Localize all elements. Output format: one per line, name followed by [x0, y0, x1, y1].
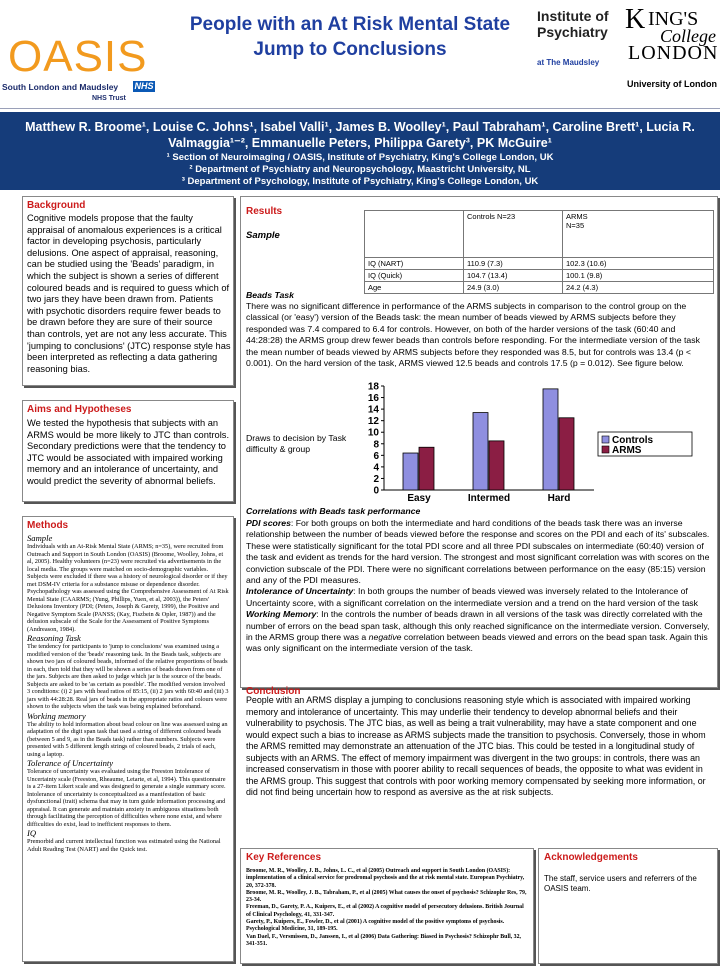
table-header-cell: Controls N=23 [464, 211, 563, 258]
methods-sample-heading: Sample [27, 533, 53, 543]
y-tick-label: 6 [373, 450, 379, 462]
pdi-heading: PDI scores [246, 518, 291, 528]
reference-item: Freeman, D., Garety, P. A., Kuipers, E., et al (2002) A cognitive model of persecutory delusions. British Journal of Clinical Psychology, 41, 331-347. [246, 904, 524, 918]
wm-negative: negative [368, 632, 402, 643]
methods-wm-heading: Working memory [27, 710, 86, 721]
bar [489, 441, 504, 490]
methods-sample-text: Individuals with an At-Risk Mental State (ARMS; n=35), were recruited from Outreach and Support in South London (OASIS) (Broome, Woolley, Johns, et al, 2005). Healthy volunteers (n=23) were recruited via advertisements in the local media. The groups were matched on socio-demographic variables. Subjects were excluded if there was a history of neurological disorder or if they met DSM-IV criteria for a substance misuse or dependence disorder. [27, 543, 228, 588]
table-cell: IQ (Quick) [365, 270, 464, 282]
references-list [246, 868, 528, 948]
y-tick-label: 18 [367, 381, 379, 393]
acknowledgements-text: The staff, service users and referrers of the OASIS team. [544, 874, 697, 893]
methods-text [27, 533, 229, 853]
author-line-1: Matthew R. Broome¹, Louise C. Johns¹, Isabel Valli¹, James B. Woolley¹, Paul Tabraham¹, Caroline Brett¹, Lucia R. [25, 120, 695, 134]
reference-item: Van Dael, F., Versmissen, D., Janssen, I., et al (2006) Data Gathering: Biased in Psychosis? Schizophr Bull, 32, 341-351. [246, 933, 522, 947]
aims-title: Aims and Hypotheses [27, 404, 132, 415]
methods-reasoning-heading: Reasoning Task [27, 633, 81, 643]
iop-line-1: Institute of [537, 8, 609, 24]
x-tick-label: Hard [547, 493, 571, 504]
table-cell: IQ (NART) [365, 258, 464, 270]
tu-text: : In both groups the number of beads viewed was inversely related to the Intolerance of Uncertainty score, with a significant correlation on the intermediate version and a trend on the hard version of the task [246, 586, 698, 608]
table-cell: 100.1 (9.8) [563, 270, 714, 282]
y-tick-label: 4 [373, 462, 379, 474]
methods-iq-heading: IQ [27, 828, 37, 838]
y-tick-label: 2 [373, 473, 379, 485]
kcl-logo-k: K [625, 4, 646, 35]
poster-title [150, 12, 550, 62]
reference-item: Broome, M. R., Woolley, J. B., Tabraham, P., et al (2005) What causes the onset of psychosis? Schizophr Res, 79, 23-34. [246, 889, 527, 904]
wm-text-1: : In the controls the number of beads drawn in all versions of the task was directly correlated with the number of errors on the bead span task, although this only reached significance on the intermediate version. Conversely, in the ARMS group there was a [246, 609, 710, 643]
table-cell: 110.9 (7.3) [464, 258, 563, 270]
bar [403, 453, 418, 490]
title-line-1: People with an At Risk Mental State [189, 14, 511, 35]
tu-heading: Intolerance of Uncertainty [246, 586, 354, 597]
chart-side-label: Draws to decision by Task difficulty & group [246, 433, 347, 455]
methods-iq-text: Premorbid and current intellectual function was estimated using the National Adult Reading Test (NART) and the Quick test. [27, 838, 221, 853]
reference-item: Garety, P., Kuipers, E., Fowler, D., et al (2001) A cognitive model of the positive symptoms of psychosis. Psychological Medicine, 31, 189-195. [246, 919, 505, 933]
legend-swatch [602, 446, 609, 453]
author-line-2: Valmaggia¹⁻², Emmanuelle Peters, Philippa Garety³, PK McGuire¹ [168, 136, 552, 150]
methods-tu-text: Tolerance of uncertainty was evaluated using the Freeston Intolerance of Uncertainty scale (Freeston, Rheaume, Letarte, et al, 1994). This questionnaire is a 27-item Likert scale and was designed to generate a single summary score. Intolerance of uncertainty is conceptualized as a manifestation of basic dysfunctional (trait) schema that may in turn guide information processing and appraisal. It can generate and maintain anxiety in ambiguous situations both through facilitating the perception of difficulties where none exist, and where difficulties do exist, lead to inefficient responses to them. [27, 768, 226, 828]
table-cell: Age [365, 282, 464, 294]
methods-title: Methods [27, 520, 69, 531]
methods-tu-heading: Tolerance of Uncertainty [27, 758, 114, 768]
x-tick-label: Easy [407, 493, 431, 504]
y-tick-label: 16 [367, 393, 379, 405]
table-cell: 24.9 (3.0) [464, 282, 563, 294]
oasis-logo: OASIS [8, 32, 148, 81]
bar [473, 413, 488, 490]
wm-text-2: correlation between beads viewed and errors on the bead span task. Again this was only significant on the intermediate version of the task. [246, 632, 708, 654]
affiliation-2: ² Department of Psychiatry and Neuropsychology, Maastricht University, NL [189, 164, 531, 175]
author-list [4, 119, 716, 151]
y-tick-label: 0 [373, 485, 379, 497]
nhs-trust-name: South London and Maudsley [2, 82, 119, 92]
wm-heading: Working Memory [246, 609, 317, 620]
table-header-row [365, 211, 714, 258]
methods-reasoning-text: The tendency for participants to 'jump to conclusions' was examined using a modified version of the 'beads' reasoning task. In the Beads task, subjects are shown two jars of coloured beads, informed of the relative proportions of beads in each, then told that they will be shown a series of beads drawn from one of the jars. Subjects are then asked to judge which jar is the source of the beads. Subjects are asked to be 'as certain as possible'. The modified version involved 3 conditions: (i) 2 jars with bead ratios of 85:15, (ii) 2 jars with 60:40 and (iii) 3 jars with 44:28:28. Real jars of beads in the appropriate ratios and colours were shown to the subjects when the task was being explained beforehand. [27, 643, 229, 710]
table-row [365, 282, 714, 294]
nhs-logo: NHS [134, 81, 154, 91]
aims-text: We tested the hypothesis that subjects with an ARMS would be more likely to JTC than controls. Secondary predictions were that the tendency to JTC would be associated with impaired working memory and an intolerance of uncertainty, and would predict the severity of abnormal beliefs. [27, 418, 230, 486]
demographics-table [364, 210, 714, 294]
table-cell: 24.2 (4.3) [563, 282, 714, 294]
methods-wm-text: The ability to hold information about bead colour on line was assessed using an adaptation of the digit span task that used a string of different coloured beads (between 5 and 9, as in the Beads task) rather than numbers. Subjects were presented with 5 different length strings of coloured beads, 2 trials of each, using a laptop. [27, 720, 228, 758]
y-tick-label: 12 [367, 416, 379, 428]
table-cell: 102.3 (10.6) [563, 258, 714, 270]
reference-item: Broome, M. R., Woolley, J. B., Johns, L. C., et al (2005) Outreach and support in South London (OASIS): implementation of a clinical service for prodromal psychosis and the at risk mental state. European Psychiatry, 20, 372-378. [246, 868, 525, 889]
bar [559, 418, 574, 490]
bar [543, 389, 558, 490]
kcl-university-label: University of London [627, 79, 717, 89]
kcl-logo-college: College [660, 26, 716, 46]
affiliation-1: ¹ Section of Neuroimaging / OASIS, Institute of Psychiatry, King's College London, UK [166, 152, 554, 163]
results-sample-heading: Sample [246, 230, 280, 241]
affiliation-3: ³ Department of Psychology, Institute of Psychiatry, King's College London, UK [181, 176, 539, 187]
table-header-cell: ARMS N=35 [563, 211, 714, 258]
x-tick-label: Intermed [467, 493, 511, 504]
y-tick-label: 10 [367, 427, 379, 439]
iop-subtitle: at The Maudsley [537, 58, 600, 67]
results-title: Results [246, 206, 283, 217]
pdi-text: : For both groups on both the intermediate and hard conditions of the beads task there was an inverse relationship between the number of beads viewed before the response and scores on the PDI and each of its' subscales. These were statistically significant for the total PDI score and all three PDI subscales on intermediate (60:40) version of the task and evident as trends for the hard version. The strongest and most significant correlation was with scores on the conviction subscale of the PDI. There were no significant correlations between performance on the easy (85:15) version and any of the PDI measures. [246, 518, 710, 586]
y-tick-label: 14 [367, 404, 379, 416]
methods-sample-text-2: Psychopathology was assessed using the Comprehensive Assessment of At Risk Mental State (CAARMS; (Yung, Phillips, Yuen, et al, 2003)), the Peters' Delusions Inventory (PDI; (Peters, Joseph & Garety, 1999), the Positive and Negative Symptom Scale (PANSS; (Kay, Fiszbein & Opler, 1987)) and the delusion subscale of the Scale for the Assessment of Positive Symptoms (Andreason, 1984). [27, 588, 229, 633]
nhs-trust-label: NHS Trust [92, 95, 126, 102]
acknowledgements-title: Acknowledgements [544, 852, 638, 863]
table-cell: 104.7 (13.4) [464, 270, 563, 282]
header-divider [0, 108, 720, 109]
table-row [365, 258, 714, 270]
iop-logo [537, 8, 609, 40]
legend-label: Controls [612, 435, 654, 446]
bar [419, 447, 434, 490]
correlations-text [246, 518, 710, 655]
kcl-logo-ings: ING'S [648, 8, 699, 30]
y-tick-label: 8 [373, 439, 379, 451]
table-header-cell [365, 211, 464, 258]
background-title: Background [27, 200, 86, 211]
iop-line-2: Psychiatry [537, 24, 608, 40]
beads-task-text: There was no significant difference in performance of the ARMS subjects in comparison to the control group on the classical (or 'easy') version of the Beads task: the mean number of beads viewed by ARMS subjects before they responded was 7.4 compared to 6.4 for controls. However, on both of the harder versions of the task (60:40 and 44:28:28) the ARMS group drew fewer beads than controls before responding. For the intermediate version of the task the mean number of beads viewed by ARMS subjects before they responded was 8.5, but for controls was 13.4 (p < 0.001). On the hard version of the task, ARMS viewed 12.5 beads and controls 17.5 (p = 0.012). See figure below. [246, 301, 700, 369]
legend-swatch [602, 436, 609, 443]
kcl-logo-london: LONDON [628, 42, 719, 64]
beads-task-heading: Beads Task [246, 290, 294, 300]
legend-label: ARMS [612, 445, 642, 456]
title-line-2: Jump to Conclusions [253, 39, 447, 60]
conclusion-title: Conclusion [246, 686, 301, 697]
background-text: Cognitive models propose that the faulty appraisal of anomalous experiences is a critical factor in developing psychosis, particularly delusions. One aspect of appraisal, reasoning, can be studied using the 'Beads' paradigm, in which the subject is shown a series of different coloured beads and is required to guess which of two jars they have been drawn from. Patients with psychotic disorders require fewer beads to be drawn before they are sure of their source than controls, yet are not any less accurate. This 'jumping to conclusions' (JTC) response style has been interpreted as reflecting a data gathering reasoning bias. [27, 213, 231, 374]
beads-bar-chart [358, 380, 698, 510]
conclusion-text: People with an ARMS display a jumping to conclusions reasoning style which is associated with impaired working memory and intolerance of uncertainty. This may underlie their tendency to develop abnormal beliefs and their vulnerability to psychosis. The JTC bias, as well as being a trait vulnerability, may have a state component and one would expect such a bias to increase as ARMS subjects made the transition to psychosis. Conversely, those in whom the ARMS remitted may demonstrate an attenuation of the JTC bias. This could be tested in a longitudinal study of subjects with an ARMS. The effect of memory impairment was divergent in the two groups: in controls, there was an increased conservatism in those with poorer ability to recall sequences of beads, the opposite to what was evident in the ARMS group. This suggest that controls with poor working memory compensated by seeking more information, or did not find being uncertain how to respond as aversive as the at risk subjects. [246, 695, 706, 797]
correlations-heading: Correlations with Beads task performance [246, 506, 421, 516]
table-row [365, 270, 714, 282]
acknowledgements-panel [538, 848, 718, 964]
references-title: Key References [246, 852, 322, 863]
